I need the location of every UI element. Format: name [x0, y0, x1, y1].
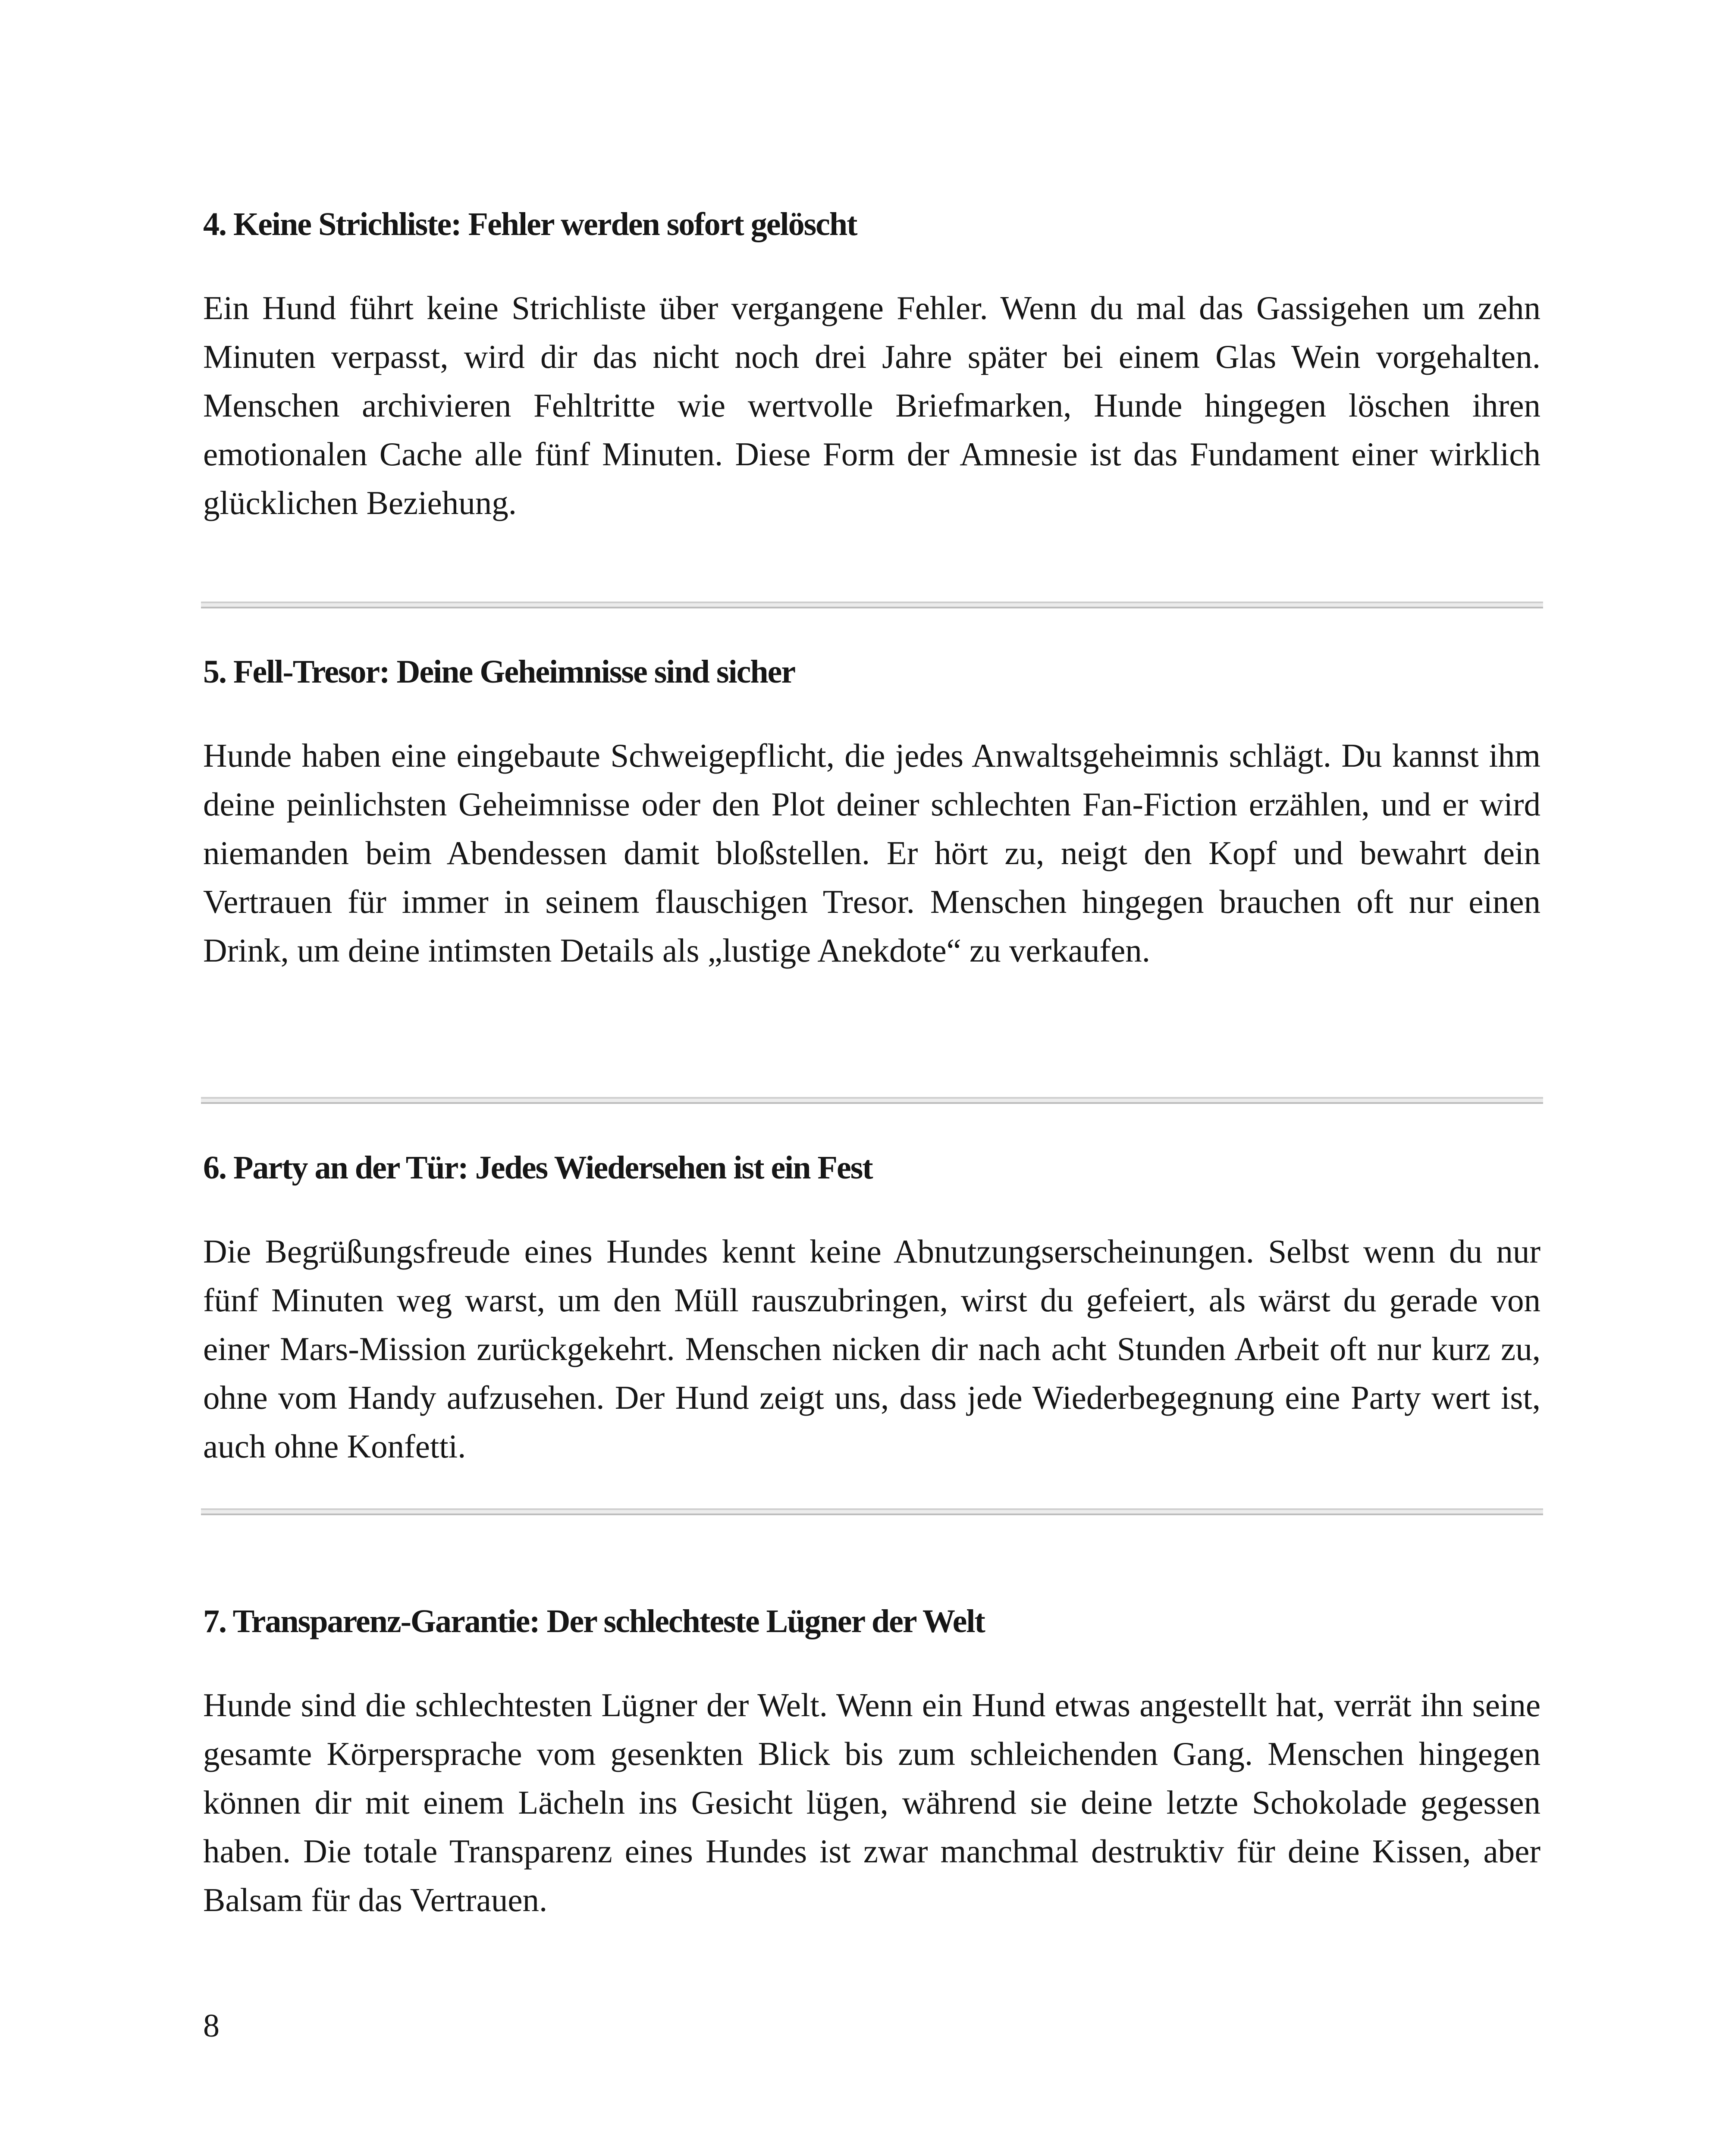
section-body: Die Begrüßungsfreude eines Hundes kennt keine Abnutzungserscheinungen. Selbst wenn du nur fünf Minuten weg warst, um den Müll rauszubringen, wirst du gefeiert, als wärst du gerade von einer Mars-Mission zurückgekehrt. Menschen nicken dir nach acht Stunden Arbeit oft nur kurz zu, ohne vom Handy aufzusehen. Der Hund zeigt uns, dass jede Wiederbegegnung eine Party wert ist, auch ohne Konfetti.	[203, 1233, 1541, 1465]
page-number: 8	[203, 2008, 220, 2044]
section-heading: 5. Fell-Tresor: Deine Geheimnisse sind sicher	[203, 654, 795, 690]
section-body: Hunde sind die schlechtesten Lügner der Welt. Wenn ein Hund etwas angestellt hat, verrät ihn seine gesamte Körpersprache vom gesenkten Blick bis zum schleichenden Gang. Menschen hingegen können dir mit einem Lächeln ins Gesicht lügen, während sie deine letzte Schokolade gegessen haben. Die totale Transparenz eines Hundes ist zwar manchmal destruktiv für deine Kissen, aber Balsam für das Vertrauen.	[203, 1686, 1541, 1918]
section-divider	[201, 1508, 1543, 1515]
section-divider	[201, 1097, 1543, 1104]
section-heading: 7. Transparenz-Garantie: Der schlechteste Lügner der Welt	[203, 1603, 985, 1639]
section-heading: 6. Party an der Tür: Jedes Wiedersehen ist ein Fest	[203, 1150, 872, 1186]
section-heading: 4. Keine Strichliste: Fehler werden sofort gelöscht	[203, 206, 857, 242]
section-body: Hunde haben eine eingebaute Schweigepflicht, die jedes Anwaltsgeheimnis schlägt. Du kannst ihm deine peinlichsten Geheimnisse oder den Plot deiner schlechten Fan-Fiction erzählen, und er wird niemanden beim Abendessen damit bloßstellen. Er hört zu, neigt den Kopf und bewahrt dein Vertrauen für immer in seinem flauschigen Tresor. Menschen hingegen brauchen oft nur einen Drink, um deine intimsten Details als „lustige Anekdote“ zu verkaufen.	[203, 737, 1541, 969]
section-divider	[201, 602, 1543, 608]
section-body: Ein Hund führt keine Strichliste über vergangene Fehler. Wenn du mal das Gassigehen um zehn Minuten verpasst, wird dir das nicht noch drei Jahre später bei einem Glas Wein vorgehalten. Menschen archivieren Fehltritte wie wertvolle Briefmarken, Hunde hingegen löschen ihren emotionalen Cache alle fünf Minuten. Diese Form der Amnesie ist das Fundament einer wirklich glücklichen Beziehung.	[203, 289, 1541, 521]
